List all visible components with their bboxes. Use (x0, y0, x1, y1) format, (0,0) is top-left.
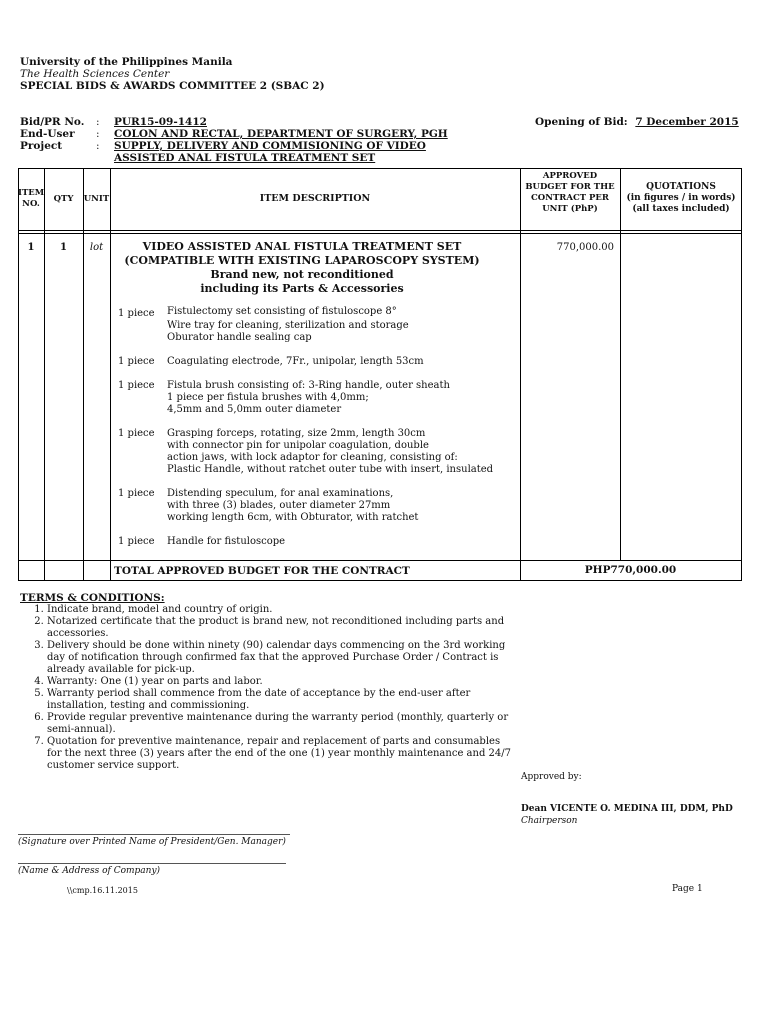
bid-row (20, 116, 520, 128)
project-row (20, 140, 520, 164)
colon: : (96, 116, 100, 128)
terms-item: 2. Notarized certificate that the product is brand new, not reconditioned including parts and accessories. (47, 616, 517, 640)
component-qty: 1 piece (118, 380, 155, 391)
component-line: 4,5mm and 5,0mm outer diameter (167, 404, 342, 415)
university-name: University of the Philippines Manila (20, 56, 233, 68)
component-line: Coagulating electrode, 7Fr., unipolar, length 53cm (167, 356, 424, 367)
header-abc: APPROVED BUDGET FOR THE CONTRACT PER UNIT (PhP) (525, 171, 615, 214)
file-path: \\cmp.16.11.2015 (67, 886, 138, 895)
colon: : (96, 140, 100, 152)
component-line: with three (3) blades, outer diameter 27mm (167, 500, 391, 511)
component-line: Oburator handle sealing cap (167, 332, 312, 343)
terms-section (20, 592, 517, 772)
committee-name: SPECIAL BIDS & AWARDS COMMITTEE 2 (SBAC 2) (20, 80, 325, 92)
component-line: Fistulectomy set consisting of fistuloscope 8° (167, 306, 397, 317)
row-abc: 770,000.00 (556, 242, 614, 253)
company-line (18, 863, 286, 864)
item-title-line3: Brand new, not reconditioned (210, 268, 394, 281)
component-line: working length 6cm, with Obturator, with ratchet (167, 512, 419, 523)
signature-line (18, 834, 290, 835)
center-name: The Health Sciences Center (20, 68, 170, 80)
item-title-line1: VIDEO ASSISTED ANAL FISTULA TREATMENT SET (142, 240, 462, 253)
approver-title: Chairperson (521, 816, 578, 826)
row-qty: 1 (60, 242, 67, 253)
enduser-label: End-User (20, 128, 75, 140)
bid-value: PUR15-09-1412 (114, 116, 207, 128)
header-quotations-line1: QUOTATIONS (646, 182, 716, 192)
header-item-no: ITEM NO. (18, 188, 45, 209)
component-qty: 1 piece (118, 356, 155, 367)
project-label: Project (20, 140, 63, 152)
terms-item: 6. Provide regular preventive maintenance during the warranty period (monthly, quarterly or semi-annual). (47, 712, 517, 736)
row-item-no: 1 (27, 242, 35, 253)
project-value-2: ASSISTED ANAL FISTULA TREATMENT SET (114, 152, 376, 164)
header-quotations (622, 182, 740, 215)
opening-of-bid (535, 116, 739, 128)
signature-label: (Signature over Printed Name of President/Gen. Manager) (18, 837, 286, 847)
header-quotations-line3: (all taxes included) (632, 204, 730, 214)
terms-item: 4. Warranty: One (1) year on parts and labor. (47, 676, 517, 688)
component-line: Plastic Handle, without ratchet outer tube with insert, insulated (167, 464, 494, 475)
header-description: ITEM DESCRIPTION (259, 193, 371, 204)
item-title-line4: including its Parts & Accessories (200, 282, 404, 295)
opening-date: 7 December 2015 (635, 116, 739, 128)
approver-name: Dean VICENTE O. MEDINA III, DDM, PhD (521, 804, 733, 814)
component-line: Fistula brush consisting of: 3-Ring handle, outer sheath (167, 380, 450, 391)
terms-item: 1. Indicate brand, model and country of origin. (47, 604, 517, 616)
item-title-line2: (COMPATIBLE WITH EXISTING LAPAROSCOPY SYSTEM) (124, 254, 480, 267)
colon: : (96, 128, 100, 140)
component-qty: 1 piece (118, 308, 155, 319)
row-unit: lot (89, 242, 104, 253)
opening-label: Opening of Bid: (535, 116, 628, 128)
header-quotations-line2: (in figures / in words) (626, 193, 736, 203)
terms-item: 5. Warranty period shall commence from the date of acceptance by the end-user after installation, testing and commissioning. (47, 688, 517, 712)
component-line: Grasping forceps, rotating, size 2mm, length 30cm (167, 428, 426, 439)
terms-item: 7. Quotation for preventive maintenance, repair and replacement of parts and consumables for the next three (3) years after the end of the one (1) year monthly maintenance and 24/7 customer service support. (47, 736, 517, 772)
enduser-value: COLON AND RECTAL, DEPARTMENT OF SURGERY, PGH (114, 128, 448, 140)
component-line: Distending speculum, for anal examinations, (167, 488, 394, 499)
header-unit: UNIT (83, 194, 110, 204)
project-value-1: SUPPLY, DELIVERY AND COMMISIONING OF VIDEO (114, 140, 426, 152)
component-line: with connector pin for unipolar coagulation, double (167, 440, 429, 451)
approved-by-label: Approved by: (521, 772, 582, 782)
terms-title: TERMS & CONDITIONS: (20, 592, 165, 604)
total-label: TOTAL APPROVED BUDGET FOR THE CONTRACT (114, 565, 410, 577)
bid-label: Bid/PR No. (20, 116, 85, 128)
total-value: PHP770,000.00 (584, 564, 677, 576)
company-label: (Name & Address of Company) (18, 866, 161, 876)
component-line: action jaws, with lock adaptor for cleaning, consisting of: (167, 452, 458, 463)
page-number: Page 1 (672, 884, 703, 894)
component-qty: 1 piece (118, 536, 155, 547)
component-qty: 1 piece (118, 488, 155, 499)
component-line: Wire tray for cleaning, sterilization and storage (167, 320, 409, 331)
terms-item: 3. Delivery should be done within ninety (90) calendar days commencing on the 3rd working day of notification through confirmed fax that the approved Purchase Order / Contract is already available for pick-up. (47, 640, 517, 676)
component-line: Handle for fistuloscope (167, 536, 286, 547)
header-qty: QTY (53, 194, 74, 204)
component-qty: 1 piece (118, 428, 155, 439)
enduser-row (20, 128, 520, 140)
terms-list (20, 604, 517, 772)
component-line: 1 piece per fistula brushes with 4,0mm; (167, 392, 369, 403)
